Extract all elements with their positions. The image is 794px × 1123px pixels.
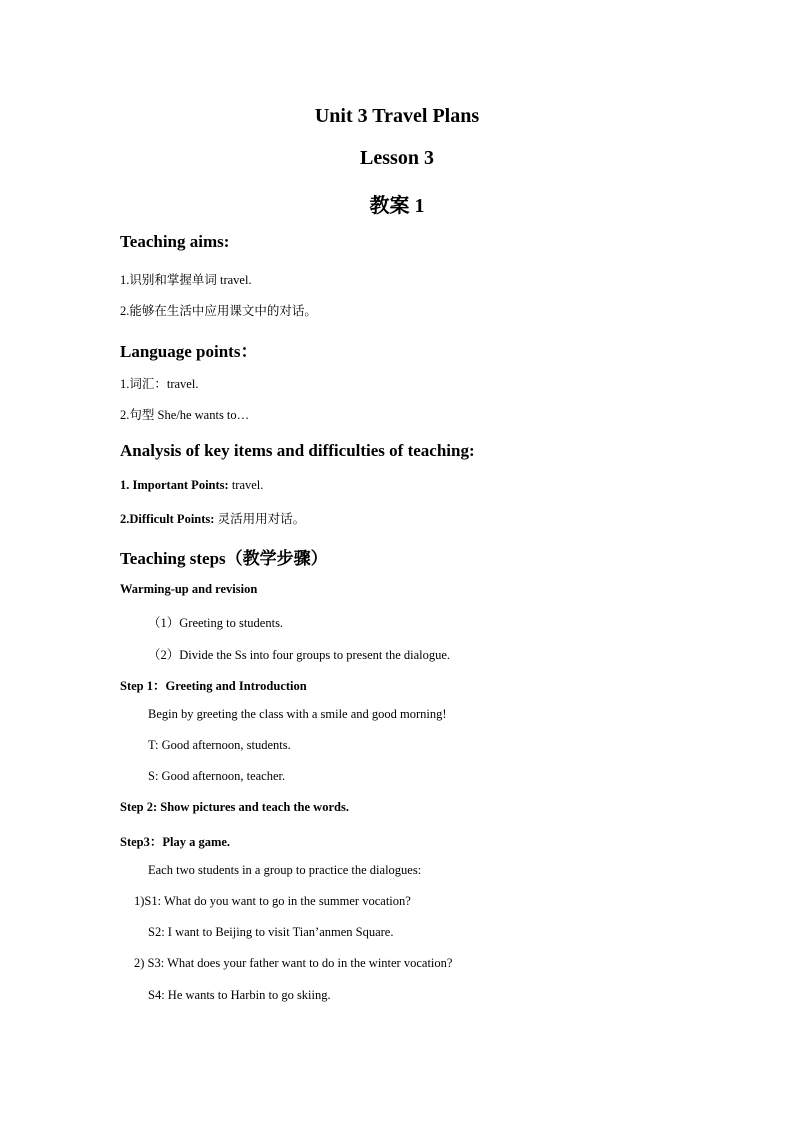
difficult-points-value: 灵活用用对话。 — [214, 512, 306, 526]
step1-line: T: Good afternoon, students. — [148, 738, 291, 752]
warmup-item: （2）Divide the Ss into four groups to present the dialogue. — [148, 648, 451, 662]
difficult-points — [120, 509, 305, 527]
language-point-item: 1.词汇：travel. — [120, 377, 199, 391]
step3-title: Step3：Play a game. — [120, 835, 231, 849]
teaching-aim-item: 2.能够在生活中应用课文中的对话。 — [120, 304, 317, 318]
important-points — [120, 478, 263, 493]
step3-intro: Each two students in a group to practice the dialogues: — [148, 863, 422, 877]
step2-title: Step 2: Show pictures and teach the words. — [120, 800, 349, 814]
dialogue-line: S4: He wants to Harbin to go skiing. — [148, 988, 331, 1002]
plan-title: 教案 1 — [369, 195, 425, 217]
warmup-title: Warming-up and revision — [120, 582, 258, 596]
teaching-aims-heading: Teaching aims: — [120, 232, 230, 251]
important-points-label: 1. Important Points: — [120, 478, 229, 492]
lesson-title: Lesson 3 — [360, 147, 434, 169]
analysis-heading: Analysis of key items and difficulties of teaching: — [120, 441, 475, 460]
teaching-steps-heading: Teaching steps（教学步骤） — [120, 549, 328, 568]
language-points-heading: Language points： — [120, 342, 258, 361]
dialogue-line: 2) S3: What does your father want to do in the winter vocation? — [134, 956, 453, 970]
dialogue-line: 1)S1: What do you want to go in the summer vocation? — [134, 894, 411, 908]
language-point-item: 2.句型 She/he wants to… — [120, 408, 250, 422]
important-points-value: travel. — [228, 478, 264, 492]
step1-line: Begin by greeting the class with a smile and good morning! — [148, 707, 447, 721]
warmup-item: （1）Greeting to students. — [148, 616, 284, 630]
teaching-aim-item: 1.识别和掌握单词 travel. — [120, 273, 252, 287]
document-title: Unit 3 Travel Plans — [314, 105, 480, 127]
step1-title: Step 1：Greeting and Introduction — [120, 679, 307, 693]
dialogue-line: S2: I want to Beijing to visit Tian’anmen Square. — [148, 925, 394, 939]
step1-line: S: Good afternoon, teacher. — [148, 769, 286, 783]
difficult-points-label: 2.Difficult Points: — [120, 512, 215, 526]
